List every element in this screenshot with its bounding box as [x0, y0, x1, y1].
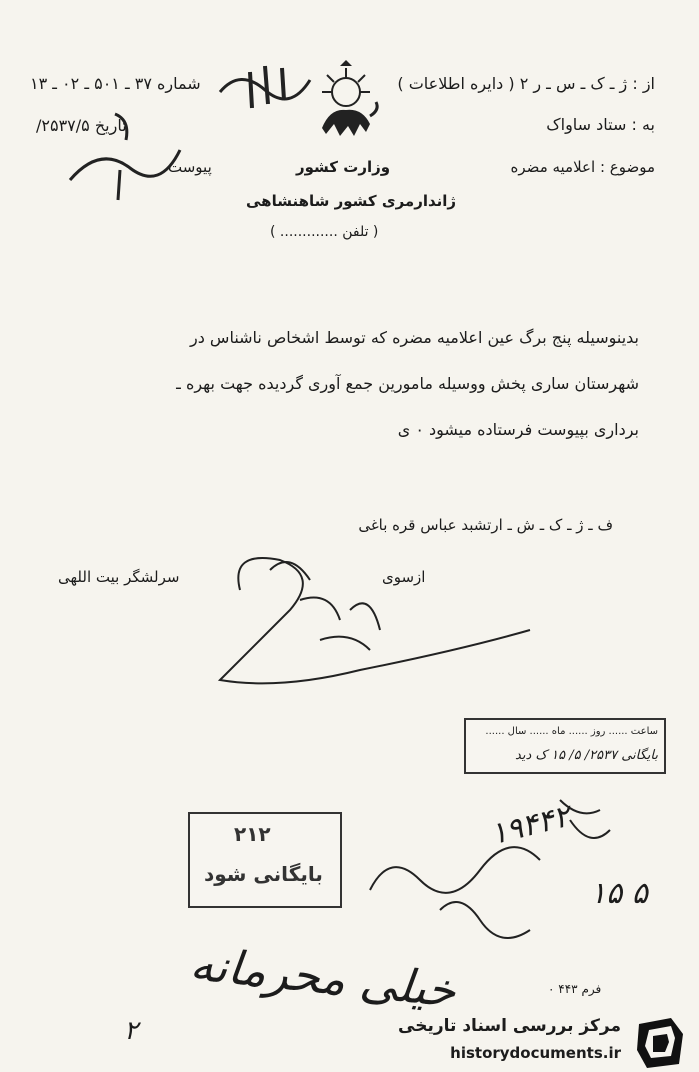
subject-label: موضوع : [599, 158, 655, 176]
body-line-3: برداری بپیوست فرستاده میشود ۰ ی [397, 420, 639, 439]
archive-stamp [188, 812, 342, 908]
handwritten-reference: ۱۹۴۴۲ [486, 798, 574, 853]
number-label: شماره [157, 74, 201, 93]
body-line-1: بدینوسیله پنج برگ عین اعلامیه مضره که توسط اشخاص ناشناس در [189, 328, 639, 347]
archive-stamp-text: بایگانی شود [204, 862, 323, 886]
registry-stamp [464, 718, 666, 774]
to-line [546, 115, 655, 134]
number-value: ۳۷ ـ ۵۰۱ ـ ۰۲ ـ ۱۳ [30, 74, 152, 93]
corner-mark: ۲ [124, 1016, 138, 1046]
from-label: از : [632, 74, 655, 93]
to-value: ستاد ساواک [546, 115, 627, 134]
handwritten-signature [200, 530, 560, 690]
registry-stamp-row-1: ساعت ...... روز ...... ماه ...... سال ...... [485, 726, 658, 737]
from-on-behalf-label: ازسوی [382, 568, 426, 586]
signatory-name: سرلشگر بیت اللهی [58, 568, 180, 586]
body-line-2: شهرستان ساری پخش ووسیله مامورین جمع آوری گردیده جهت بهره ـ [176, 374, 639, 393]
header-handwriting [60, 50, 420, 210]
attachment-label: پیوست [168, 158, 212, 176]
registry-stamp-row-2: بایگانی ۲۵۳۷/ ۵/ ۱۵ ک دید [515, 748, 658, 763]
gendarmerie-title: ژاندارمری کشور شاهنشاهی [246, 192, 457, 210]
footer-website: historydocuments.ir [450, 1044, 621, 1062]
date-label: تاریخ [94, 116, 127, 135]
to-label: به : [631, 115, 655, 134]
ministry-title: وزارت کشور [296, 158, 391, 176]
phone-line: ( تلفن ............. ) [270, 224, 379, 240]
commander-line: ف ـ ژ ـ ک ـ ش ـ ارتشبد عباس قره باغی [358, 516, 613, 534]
from-line [397, 74, 655, 93]
footer-org-name: مرکز بررسی اسناد تاریخی [398, 1016, 621, 1036]
form-number: فرم ۴۴۳ ۰ [548, 982, 602, 996]
archive-stamp-number: ۲۱۲ [234, 822, 271, 846]
footer-watermark [398, 1010, 699, 1072]
date-value: ۲۵۳۷/۵/ [36, 116, 90, 135]
subject-line [511, 158, 655, 176]
margin-scribbles [360, 790, 620, 970]
archive-logo-icon [631, 1014, 691, 1070]
handwritten-note: خیلی محرمانه [187, 936, 459, 1018]
subject-value: اعلامیه مضره [510, 158, 596, 176]
handwritten-date: ۵ ۱۵ [590, 876, 648, 911]
from-value: ژ ـ ک ـ س ـ ر ۲ ( دایره اطلاعات ) [397, 74, 628, 93]
